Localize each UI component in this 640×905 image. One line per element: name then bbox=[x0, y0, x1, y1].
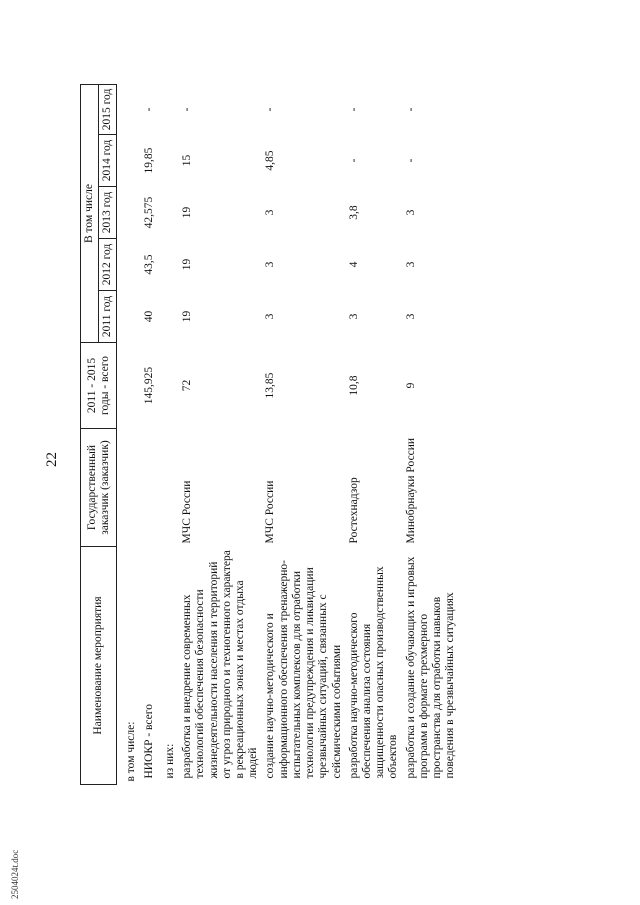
row-1-2012: 19 bbox=[181, 258, 194, 271]
row-3-2014: - bbox=[347, 158, 360, 163]
row-4-customer: Минобрнауки России bbox=[404, 437, 417, 544]
row-3-name: разработка научно-методического обеспечения анализа состояния защищенности опасных производственных объектов bbox=[347, 566, 400, 779]
total-row-2012: 43,5 bbox=[142, 254, 155, 275]
header-customer: Государственный заказчик (заказчик) bbox=[81, 429, 117, 547]
header-year-2013: 2013 год bbox=[99, 187, 117, 239]
table-row bbox=[403, 84, 460, 784]
total-row-2014: 19,85 bbox=[142, 147, 155, 174]
header-total: 2011 - 2015 годы - всего bbox=[81, 343, 117, 429]
total-row-2015: - bbox=[142, 107, 155, 112]
row-1-customer: МЧС России bbox=[181, 480, 194, 544]
row-1-2014: 15 bbox=[181, 154, 194, 167]
row-3-customer: Ростехнадзор bbox=[347, 477, 360, 544]
table-row bbox=[158, 84, 179, 784]
row-3-2013: 3,8 bbox=[347, 205, 360, 220]
row-3-2011: 3 bbox=[347, 313, 360, 320]
activities-table bbox=[80, 84, 459, 785]
row-2-2013: 3 bbox=[264, 209, 277, 216]
row-4-total: 9 bbox=[404, 382, 417, 389]
row-4-2014: - bbox=[404, 158, 417, 163]
row-3-2012: 4 bbox=[347, 261, 360, 268]
header-year-2014: 2014 год bbox=[99, 135, 117, 187]
row-1-2015: - bbox=[181, 107, 194, 112]
total-row-2011: 40 bbox=[142, 310, 155, 323]
header-year-2012: 2012 год bbox=[99, 239, 117, 291]
table-row bbox=[262, 84, 345, 784]
row-1-2011: 19 bbox=[181, 310, 194, 323]
row-3-2015: - bbox=[347, 107, 360, 112]
row-2-2014: 4,85 bbox=[264, 150, 277, 171]
header-name: Наименование мероприятия bbox=[81, 547, 117, 785]
table-row bbox=[179, 84, 262, 784]
row-2-customer: МЧС России bbox=[264, 480, 277, 544]
table-row bbox=[141, 84, 158, 784]
intro-text: в том числе: bbox=[125, 721, 138, 782]
total-row-total: 145,925 bbox=[142, 366, 155, 405]
header-year-2015: 2015 год bbox=[99, 84, 117, 134]
page-number: 22 bbox=[44, 452, 60, 467]
row-4-name: разработка и создание обучающих и игровых программ в формате трехмерного пространства для отработки навыков поведения в чрезвычайных ситуациях bbox=[404, 556, 457, 779]
row-2-2015: - bbox=[264, 107, 277, 112]
header-year-2011: 2011 год bbox=[99, 291, 117, 343]
table-row bbox=[117, 84, 141, 784]
row-4-2012: 3 bbox=[404, 261, 417, 268]
total-row-name: НИОКР - всего bbox=[142, 704, 155, 779]
row-4-2013: 3 bbox=[404, 209, 417, 216]
row-4-2011: 3 bbox=[404, 313, 417, 320]
total-row-2013: 42,575 bbox=[142, 196, 155, 229]
table-row bbox=[346, 84, 403, 784]
row-2-total: 13,85 bbox=[264, 372, 277, 399]
row-4-2015: - bbox=[404, 107, 417, 112]
row-1-total: 72 bbox=[181, 379, 194, 392]
row-2-2012: 3 bbox=[264, 261, 277, 268]
row-1-name: разработка и внедрение современных технологий обеспечения безопасности жизнедеятельности населения и территорий от угроз природного и техногенного характера в рекреационных зонах и местах отдыха людей bbox=[181, 550, 260, 779]
row-2-name: создание научно-методического и информационного обеспечения тренажерно-испытательных комплексов для отработки технологии предупреждения и ликвидации чрезвычайных ситуаций, связанных с сейсмическими событиями bbox=[264, 560, 343, 779]
from-them-text: из них: bbox=[163, 743, 176, 779]
header-group: В том числе bbox=[81, 84, 99, 342]
row-3-total: 10,8 bbox=[347, 375, 360, 396]
footer-file-code: 2504024t.doc bbox=[10, 849, 20, 899]
row-1-2013: 19 bbox=[181, 206, 194, 219]
row-2-2011: 3 bbox=[264, 313, 277, 320]
